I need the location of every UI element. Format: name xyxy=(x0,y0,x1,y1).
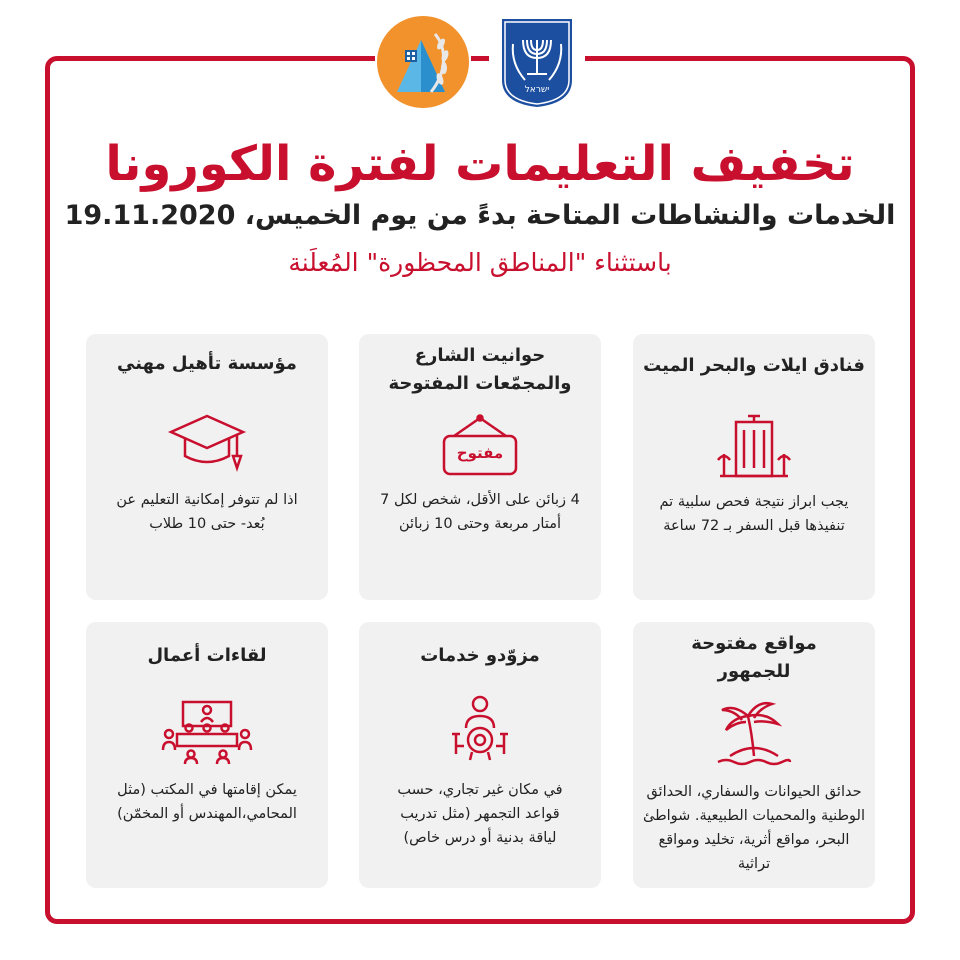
card-text: 4 زبائن على الأقل، شخص لكل 7 أمتار مربعة وحتى 10 زبائن xyxy=(380,492,580,532)
card-title: مواقع مفتوحة للجمهور xyxy=(691,633,817,682)
state-emblem-text: ישראל xyxy=(524,85,550,95)
hotel-building-icon xyxy=(714,412,794,482)
palm-island-icon xyxy=(714,696,794,770)
graduation-cap-icon xyxy=(167,410,247,480)
card-text: يجب ابراز نتيجة فحص سلبية تم تنفيذها قبل السفر بـ 72 ساعة xyxy=(659,494,849,534)
open-sign-text: مفتوح xyxy=(456,444,504,462)
card-text: في مكان غير تجاري، حسب قواعد التجمهر (مثل تدريب لياقة بدنية أو درس خاص) xyxy=(397,782,563,846)
exception-note: باستثناء "المناطق المحظورة" المُعلَنة xyxy=(288,248,672,277)
business-meeting-icon xyxy=(159,698,255,768)
page-subtitle: الخدمات والنشاطات المتاحة بدءً من يوم الخميس، 19.11.2020 xyxy=(64,200,896,231)
open-sign-icon xyxy=(440,414,520,478)
ministry-logo xyxy=(375,14,471,110)
logos-row xyxy=(0,14,960,110)
state-emblem xyxy=(489,14,585,110)
card-text: حدائق الحيوانات والسفاري، الحدائق الوطنية والمحميات الطبيعية. شواطئ البحر، مواقع أثرية، تخليد ومواقع تراثية xyxy=(643,784,865,872)
card-vocational xyxy=(86,334,328,600)
card-title: فنادق ايلات والبحر الميت xyxy=(643,355,865,376)
card-business xyxy=(86,622,328,888)
card-street-shops xyxy=(359,334,601,600)
card-title: حوانيت الشارع والمجمّعات المفتوحة xyxy=(388,345,572,394)
card-text: يمكن إقامتها في المكتب (مثل المحامي،المهندس أو المخمّن) xyxy=(117,782,297,822)
card-title: مؤسسة تأهيل مهني xyxy=(117,353,297,374)
page-title: تخفيف التعليمات لفترة الكورونا xyxy=(105,136,855,192)
card-open-sites xyxy=(633,622,875,888)
card-text: اذا لم تتوفر إمكانية التعليم عن بُعد- حتى 10 طلاب xyxy=(116,492,298,532)
card-hotels xyxy=(633,334,875,600)
card-title: مزوّدو خدمات xyxy=(420,645,540,666)
service-meeting-icon xyxy=(440,694,520,768)
card-service-providers xyxy=(359,622,601,888)
card-title: لقاءات أعمال xyxy=(147,645,267,666)
